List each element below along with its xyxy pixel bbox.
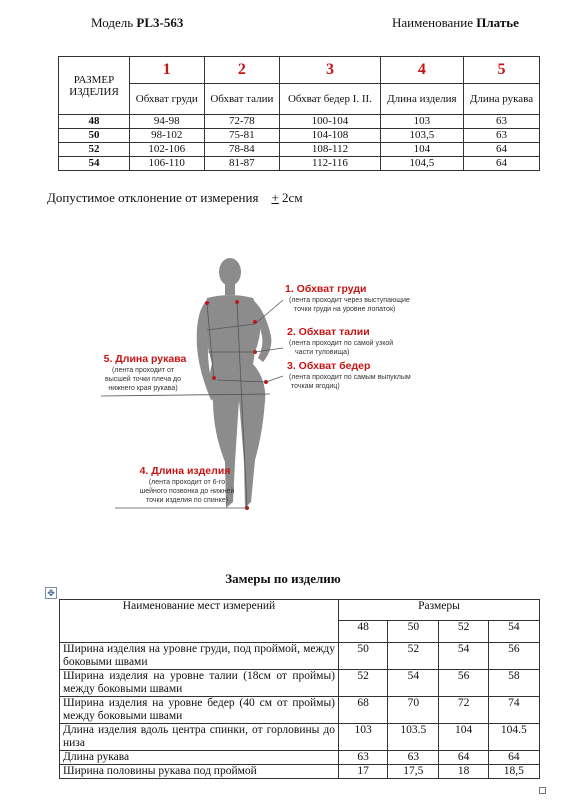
measure-table bbox=[59, 599, 540, 779]
figure-label-waist bbox=[287, 326, 393, 356]
value-cell: 81-87 bbox=[204, 157, 280, 171]
label-desc: шейного позвонка до нижней bbox=[139, 488, 235, 495]
size-col: 48 bbox=[339, 621, 388, 643]
model-label: Модель bbox=[91, 15, 134, 30]
table-row bbox=[60, 724, 540, 751]
row-label: Ширина изделия на уровне бедер (40 см от проймы) между боковыми швами bbox=[60, 697, 339, 724]
value-cell: 112-116 bbox=[280, 157, 381, 171]
col-header: Обхват бедер I. II. bbox=[280, 84, 381, 115]
row-label: Ширина половины рукава под проймой bbox=[60, 765, 339, 779]
col-number: 3 bbox=[280, 57, 381, 84]
value-cell: 63 bbox=[339, 751, 388, 765]
figure-label-hips bbox=[287, 360, 411, 390]
table-row bbox=[60, 643, 540, 670]
value-cell: 50 bbox=[339, 643, 388, 670]
value-cell: 63 bbox=[463, 115, 539, 129]
value-cell: 78-84 bbox=[204, 143, 280, 157]
model-value: PL3-563 bbox=[136, 15, 184, 30]
label-desc: (лента проходит от bbox=[112, 367, 174, 374]
label-title: 4. Длина изделия bbox=[139, 465, 231, 477]
value-cell: 104 bbox=[439, 724, 488, 751]
sizes-header: Размеры bbox=[339, 600, 540, 621]
value-cell: 63 bbox=[388, 751, 439, 765]
value-cell: 52 bbox=[339, 670, 388, 697]
size-cell: 54 bbox=[59, 157, 130, 171]
name-value: Платье bbox=[476, 15, 519, 30]
col-number: 4 bbox=[380, 57, 463, 84]
table-row bbox=[59, 115, 540, 129]
table-row bbox=[60, 670, 540, 697]
plus-minus-sign: + bbox=[271, 190, 279, 205]
size-table bbox=[58, 56, 540, 171]
value-cell: 103 bbox=[380, 115, 463, 129]
label-desc: (лента проходит по самым выпуклым bbox=[289, 374, 411, 381]
value-cell: 70 bbox=[388, 697, 439, 724]
value-cell: 56 bbox=[439, 670, 488, 697]
value-cell: 103.5 bbox=[388, 724, 439, 751]
model-line bbox=[91, 15, 183, 31]
value-cell: 75-81 bbox=[204, 129, 280, 143]
value-cell: 74 bbox=[488, 697, 539, 724]
value-cell: 104-108 bbox=[280, 129, 381, 143]
row-label: Длина изделия вдоль центра спинки, от горловины до низа bbox=[60, 724, 339, 751]
tolerance-note bbox=[47, 190, 303, 206]
value-cell: 64 bbox=[439, 751, 488, 765]
col-number: 2 bbox=[204, 57, 280, 84]
size-cell: 48 bbox=[59, 115, 130, 129]
value-cell: 54 bbox=[388, 670, 439, 697]
value-cell: 58 bbox=[488, 670, 539, 697]
label-title: 5. Длина рукава bbox=[103, 353, 187, 365]
table-row bbox=[60, 751, 540, 765]
label-title: 3. Обхват бедер bbox=[287, 360, 371, 372]
col-header: Длина рукава bbox=[463, 84, 539, 115]
label-desc: (лента проходит от 6-го bbox=[148, 479, 226, 486]
col-number: 1 bbox=[130, 57, 205, 84]
table-row bbox=[59, 143, 540, 157]
label-desc: точкам ягодиц) bbox=[291, 383, 340, 390]
label-desc: высшей точки плеча до bbox=[104, 376, 182, 383]
size-col: 52 bbox=[439, 621, 488, 643]
value-cell: 18,5 bbox=[488, 765, 539, 779]
table-resize-handle-icon[interactable] bbox=[539, 787, 546, 794]
table-row bbox=[60, 697, 540, 724]
value-cell: 102-106 bbox=[130, 143, 205, 157]
tolerance-text: Допустимое отклонение от измерения bbox=[47, 190, 259, 205]
table-row bbox=[60, 765, 540, 779]
label-title: 1. Обхват груди bbox=[285, 283, 367, 295]
label-desc: (лента проходит по самой узкой bbox=[289, 340, 394, 347]
value-cell: 56 bbox=[488, 643, 539, 670]
value-cell: 64 bbox=[463, 143, 539, 157]
value-cell: 103 bbox=[339, 724, 388, 751]
value-cell: 103,5 bbox=[380, 129, 463, 143]
col-number: 5 bbox=[463, 57, 539, 84]
label-desc: (лента проходит через выступающие bbox=[289, 297, 410, 304]
figure-label-sleeve bbox=[104, 353, 187, 392]
table-move-handle-icon[interactable]: ✥ bbox=[45, 587, 57, 599]
measurement-figure bbox=[95, 252, 411, 517]
label-desc: нижнего края рукава) bbox=[108, 385, 178, 392]
row-label: Ширина изделия на уровне талии (18см от проймы) между боковыми швами bbox=[60, 670, 339, 697]
value-cell: 108-112 bbox=[280, 143, 381, 157]
value-cell: 104,5 bbox=[380, 157, 463, 171]
tolerance-value: 2см bbox=[282, 190, 303, 205]
value-cell: 100-104 bbox=[280, 115, 381, 129]
value-cell: 17 bbox=[339, 765, 388, 779]
value-cell: 98-102 bbox=[130, 129, 205, 143]
value-cell: 94-98 bbox=[130, 115, 205, 129]
value-cell: 72-78 bbox=[204, 115, 280, 129]
size-header: РАЗМЕР ИЗДЕЛИЯ bbox=[59, 57, 130, 115]
value-cell: 63 bbox=[463, 129, 539, 143]
label-title: 2. Обхват талии bbox=[287, 326, 370, 338]
size-col: 54 bbox=[488, 621, 539, 643]
col-header: Обхват талии bbox=[204, 84, 280, 115]
value-cell: 17,5 bbox=[388, 765, 439, 779]
label-desc: части туловища) bbox=[295, 349, 350, 356]
col-header: Обхват груди bbox=[130, 84, 205, 115]
name-header: Наименование мест измерений bbox=[60, 600, 339, 643]
value-cell: 104.5 bbox=[488, 724, 539, 751]
figure-label-chest bbox=[285, 283, 410, 313]
value-cell: 18 bbox=[439, 765, 488, 779]
value-cell: 106-110 bbox=[130, 157, 205, 171]
value-cell: 64 bbox=[488, 751, 539, 765]
name-line bbox=[392, 15, 519, 31]
value-cell: 54 bbox=[439, 643, 488, 670]
value-cell: 64 bbox=[463, 157, 539, 171]
value-cell: 68 bbox=[339, 697, 388, 724]
row-label: Ширина изделия на уровне груди, под проймой, между боковыми швами bbox=[60, 643, 339, 670]
label-desc: точки груди на уровне лопаток) bbox=[294, 306, 396, 313]
value-cell: 72 bbox=[439, 697, 488, 724]
measure-title: Замеры по изделию bbox=[225, 571, 341, 586]
value-cell: 52 bbox=[388, 643, 439, 670]
value-cell: 104 bbox=[380, 143, 463, 157]
label-desc: точки изделия по спинке) bbox=[146, 497, 228, 504]
size-cell: 50 bbox=[59, 129, 130, 143]
table-row bbox=[59, 157, 540, 171]
table-row bbox=[59, 129, 540, 143]
figure-label-length bbox=[140, 465, 235, 504]
size-col: 50 bbox=[388, 621, 439, 643]
name-label: Наименование bbox=[392, 15, 473, 30]
row-label: Длина рукава bbox=[60, 751, 339, 765]
col-header: Длина изделия bbox=[380, 84, 463, 115]
size-cell: 52 bbox=[59, 143, 130, 157]
